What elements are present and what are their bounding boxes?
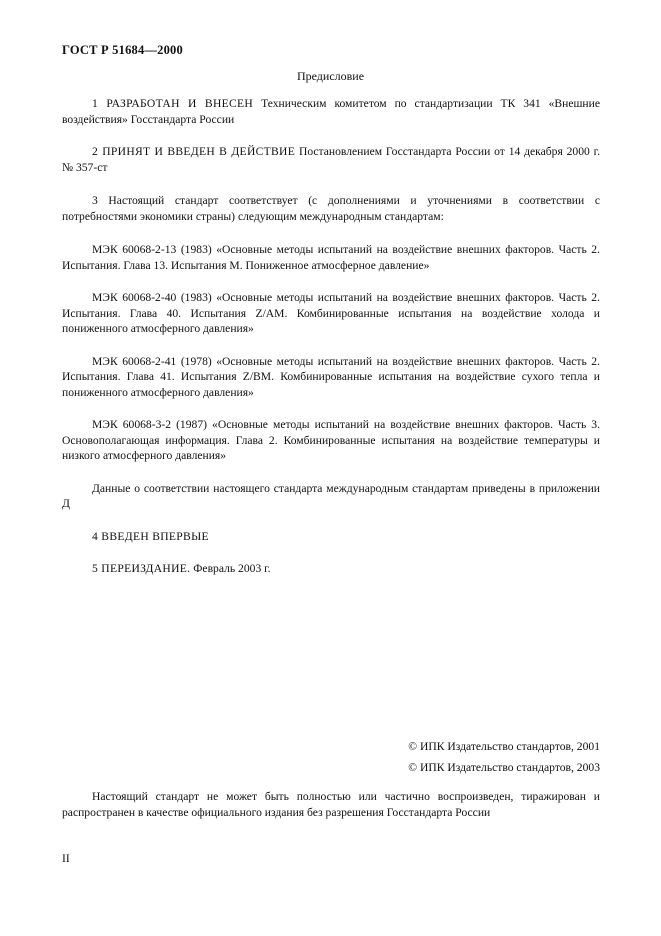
item-text: Техническим комитетом по стандартизации ТК 341 «Внешние воздействия» Госстандарта России (62, 97, 600, 126)
foreword-item-1 (62, 96, 600, 127)
page-title: Предисловие (296, 69, 365, 83)
foreword-item-4 (62, 529, 600, 545)
item-heading: 4 ВВЕДЕН ВПЕРВЫЕ (92, 529, 209, 543)
copyright-line: © ИПК Издательство стандартов, 2003 (408, 761, 600, 774)
item-text: 3 Настоящий стандарт соответствует (с дополнениями и уточнениями в соответствии с потребностями экономики страны) следующим международным стандартам: (62, 194, 600, 223)
standard-id-header: ГОСТ Р 51684—2000 (62, 43, 183, 57)
foreword-item-5 (62, 561, 600, 577)
reproduction-notice: Настоящий стандарт не может быть полностью или частично воспроизведен, тиражирован и распространен в качестве официального издания без разрешения Госстандарта России (62, 790, 600, 819)
foreword-body (62, 96, 600, 594)
reference-text: МЭК 60068-2-41 (1978) «Основные методы испытаний на воздействие внешних факторов. Часть 2. Испытания. Глава 41. Испытания Z/ВМ. Комбинированные испытания на воздействие сухого тепла и пониженного атмосферного давления» (62, 354, 600, 399)
copyright-line: © ИПК Издательство стандартов, 2001 (408, 740, 600, 753)
standard-reference (62, 242, 600, 273)
foreword-item-3 (62, 193, 600, 224)
item-heading: 1 РАЗРАБОТАН И ВНЕСЕН (92, 97, 254, 110)
item-heading: 2 ПРИНЯТ И ВВЕДЕН В ДЕЙСТВИЕ (92, 145, 296, 158)
item-text: Февраль 2003 г. (190, 562, 271, 575)
page-number: II (62, 852, 70, 865)
reference-text: МЭК 60068-3-2 (1987) «Основные методы испытаний на воздействие внешних факторов. Часть 3. Основополагающая информация. Глава 2. Комбинированные испытания на воздействие температуры и низкого атмосферного давления» (62, 418, 600, 462)
conformity-note (62, 481, 600, 512)
standard-reference (62, 354, 600, 401)
standard-reference (62, 290, 600, 337)
copyright-block (408, 736, 600, 778)
item-heading: 5 ПЕРЕИЗДАНИЕ. (92, 562, 191, 575)
reference-text: МЭК 60068-2-40 (1983) «Основные методы испытаний на воздействие внешних факторов. Часть 2. Испытания. Глава 40. Испытания Z/АМ. Комбинированные испытания на воздействие холода и пониженного атмосферного давления» (62, 291, 600, 335)
item-text: Постановлением Госстандарта России от 14 декабря 2000 г. № 357-ст (62, 145, 600, 174)
standard-reference (62, 417, 600, 464)
note-text: Данные о соответствии настоящего стандарта международным стандартам приведены в приложении Д (62, 481, 600, 510)
foreword-item-2 (62, 144, 600, 175)
reference-text: МЭК 60068-2-13 (1983) «Основные методы испытаний на воздействие внешних факторов. Часть 2. Испытания. Глава 13. Испытания М. Пониженное атмосферное давление» (62, 243, 600, 272)
